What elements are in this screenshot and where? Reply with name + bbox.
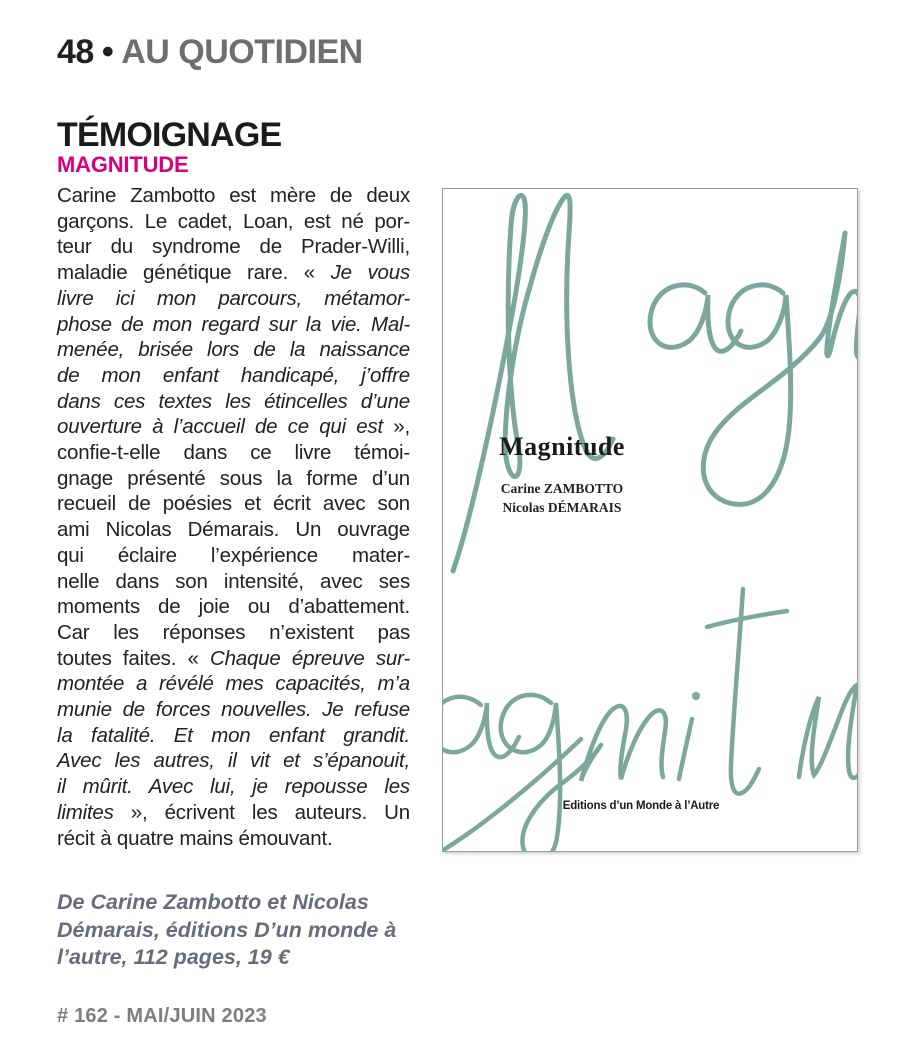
cover-authors (462, 480, 662, 517)
article-body-line: confie-t-elle dans ce livre témoi- (57, 441, 410, 465)
cover-author-1: Carine ZAMBOTTO (500, 481, 624, 496)
article-body-line: ouverture à l’accueil de ce qui est », (57, 415, 410, 439)
cover-publisher: Editions d’un Monde à l’Autre (562, 800, 720, 812)
article-body-line: menée, brisée lors de la naissance (57, 338, 410, 362)
issue-footer: # 162 - MAI/JUIN 2023 (57, 1005, 267, 1027)
script-i-dot (692, 692, 700, 700)
article-body-line: livre ici mon parcours, métamor- (57, 286, 410, 310)
book-credit-line: Démarais, éditions D’un monde à (57, 917, 397, 942)
script-letter-n (827, 233, 857, 358)
book-credit (57, 889, 437, 972)
cover-author-2: Nicolas DÉMARAIS (502, 499, 622, 515)
article-body-line: nelle dans son intensité, avec ses (57, 569, 410, 593)
article-body-line: qui éclaire l’expérience mater- (57, 543, 410, 567)
page-number: 48 (57, 33, 94, 71)
script-lettering-art (443, 189, 857, 851)
article-kicker: TÉMOIGNAGE (57, 116, 282, 154)
article-body-line: montée a révélé mes capacités, m’a (57, 672, 410, 696)
script-letter-u-tail (848, 685, 857, 778)
script-letter-i (679, 719, 692, 779)
article-body-line: la fatalité. Et mon enfant grandit. (57, 723, 410, 747)
script-letter-n2 (581, 706, 666, 781)
article-body-line: il mûrit. Avec lui, je repousse les (57, 775, 410, 799)
book-credit-line: De Carine Zambotto et Nicolas (57, 890, 369, 914)
article-body-line: dans ces textes les étincelles d’une (57, 389, 410, 413)
script-letter-t-crossbar (707, 611, 787, 627)
cover-title: Magnitude (499, 432, 625, 461)
article-body (57, 183, 410, 851)
page-header (57, 33, 363, 72)
article-body-line: Avec les autres, il vit et s’épanouit, (57, 749, 410, 773)
article-body-line: teur du syndrome de Prader-Willi, (57, 235, 410, 259)
article-body-line: recueil de poésies et écrit avec son (57, 492, 410, 516)
article-body-line: phose de mon regard sur la vie. Mal- (57, 312, 410, 336)
article-body-line: ami Nicolas Démarais. Un ouvrage (57, 518, 410, 542)
article-body-line: gnage présenté sous la forme d’un (57, 466, 410, 490)
article-title: MAGNITUDE (57, 152, 189, 177)
article-body-line: limites », écrivent les auteurs. Un (57, 800, 410, 824)
article-body-line: Car les réponses n’existent pas (57, 620, 410, 644)
section-name: AU QUOTIDIEN (121, 33, 363, 71)
article-body-line: maladie génétique rare. « Je vous (57, 261, 411, 285)
script-letter-g (703, 233, 845, 504)
book-cover (442, 188, 858, 852)
article-body-line: de mon enfant handicapé, j’offre (57, 363, 410, 387)
article-body-line: munie de forces nouvelles. Je refuse (57, 698, 410, 722)
article-body-line: récit à quatre mains émouvant. (57, 826, 333, 850)
article-body-line: Carine Zambotto est mère de deux (57, 184, 410, 207)
book-credit-line: l’autre, 112 pages, 19 € (57, 945, 290, 969)
bullet-separator: • (101, 33, 114, 71)
article-body-line: toutes faites. « Chaque épreuve sur- (57, 646, 410, 670)
article-body-line: moments de joie ou d’abattement. (57, 595, 410, 619)
article-body-line: garçons. Le cadet, Loan, est né por- (57, 209, 410, 233)
